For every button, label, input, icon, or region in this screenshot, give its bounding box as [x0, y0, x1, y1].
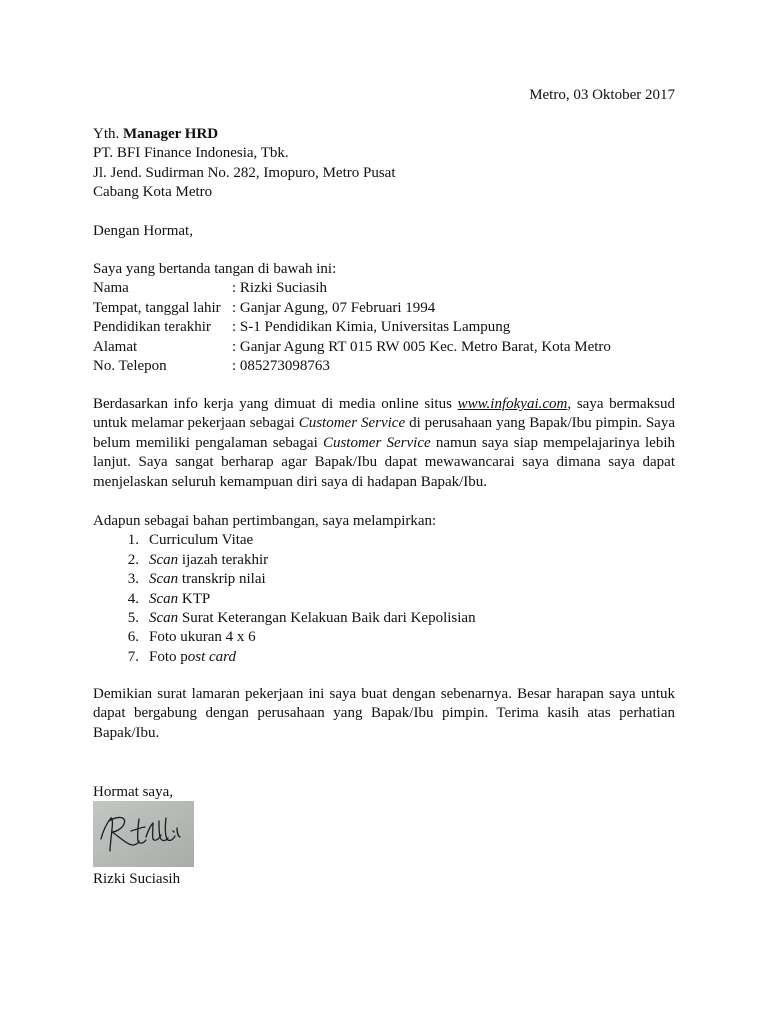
attachments-list: [93, 531, 675, 667]
recipient-title-line: [93, 125, 675, 144]
attachment-number: 1.: [127, 532, 139, 549]
info-value: : 085273098763: [232, 358, 330, 375]
position-name: Customer Service: [322, 434, 431, 451]
letter-date: Metro, 03 Oktober 2017: [529, 87, 675, 103]
attachment-number: 2.: [127, 551, 139, 568]
attachment-item: [93, 551, 675, 570]
closing-paragraph-text: Demikian surat lamaran pekerjaan ini saya buat dengan sebenarnya. Besar harapan saya untuk dapat bergabung dengan perusahaan yang Bapak/Ibu pimpin. Terima kasih atas perhatian Bapak/Ibu.: [93, 686, 675, 741]
body-text-part: namun saya siap mempelajarinya lebih lanjut. Saya sangat berharap agar Bapak/Ibu dapat mewawancarai saya dimana saya dapat menjelaskan seluruh kemampuan diri saya di hadapan Bapak/Ibu.: [93, 434, 675, 490]
attachment-item: [93, 628, 675, 647]
body-paragraph-text: [93, 395, 675, 492]
info-label: No. Telepon: [93, 358, 167, 375]
info-label: Alamat: [93, 338, 138, 355]
attachment-item: [93, 648, 675, 667]
info-label: Tempat, tanggal lahir: [93, 299, 221, 316]
website-link[interactable]: www.infokyai.com: [457, 396, 568, 412]
attachment-number: 6.: [127, 629, 139, 646]
info-value: : S-1 Pendidikan Kimia, Universitas Lampung: [232, 319, 511, 336]
info-value: : Ganjar Agung RT 015 RW 005 Kec. Metro Barat, Kota Metro: [232, 338, 611, 355]
body-text-part: Berdasarkan info kerja yang dimuat di media online situs: [93, 396, 458, 412]
recipient-title: Manager HRD: [123, 126, 219, 142]
attachment-text: Foto ukuran 4 x 6: [149, 629, 256, 646]
recipient-block: [93, 125, 675, 203]
attachment-number: 5.: [127, 610, 139, 627]
info-label: Nama: [93, 280, 129, 297]
body-text-part: , saya bermaksud untuk melamar pekerjaan sebagai: [93, 396, 675, 432]
signature-image: [93, 801, 194, 867]
valediction: Hormat saya,: [93, 784, 173, 800]
info-label: Pendidikan terakhir: [93, 319, 211, 336]
attachment-text: Scan Surat Keterangan Kelakuan Baik dari Kepolisian: [149, 610, 476, 627]
attachment-item: [93, 590, 675, 609]
attachment-text: Scan ijazah terakhir: [149, 551, 269, 568]
info-row-address: [93, 338, 675, 357]
attachments-block: [93, 512, 675, 667]
recipient-branch: Cabang Kota Metro: [93, 184, 213, 201]
info-value: : Ganjar Agung, 07 Februari 1994: [232, 299, 436, 316]
recipient-prefix: Yth.: [93, 126, 120, 142]
greeting: Dengan Hormat,: [93, 223, 193, 239]
info-row-birth: [93, 299, 675, 318]
body-paragraph: [93, 395, 675, 492]
recipient-address: Jl. Jend. Sudirman No. 282, Imopuro, Metro Pusat: [93, 164, 396, 181]
info-row-education: [93, 318, 675, 337]
attachment-number: 7.: [127, 648, 139, 665]
recipient-company: PT. BFI Finance Indonesia, Tbk.: [93, 145, 289, 162]
attachment-number: 4.: [127, 590, 139, 607]
attachment-text: Curriculum Vitae: [149, 532, 254, 549]
attachment-number: 3.: [127, 571, 139, 588]
signature-icon: [93, 801, 194, 867]
info-row-name: [93, 279, 675, 298]
attachment-item: [93, 609, 675, 628]
attachments-intro: Adapun sebagai bahan pertimbangan, saya melampirkan:: [93, 513, 437, 529]
attachment-item: [93, 531, 675, 550]
position-name: Customer Service: [298, 415, 406, 432]
attachment-text: Scan KTP: [149, 590, 211, 607]
closing-paragraph: [93, 685, 675, 743]
info-row-phone: [93, 357, 675, 376]
attachment-text: Scan transkrip nilai: [149, 571, 266, 588]
info-value: : Rizki Suciasih: [232, 280, 327, 297]
applicant-info-block: [93, 260, 675, 376]
body-text-part: di perusahaan yang Bapak/Ibu pimpin. Saya belum memiliki pengalaman sebagai: [93, 415, 675, 451]
signer-name: Rizki Suciasih: [93, 871, 181, 887]
attachment-text: Foto post card: [149, 648, 236, 665]
attachment-item: [93, 570, 675, 589]
intro-text: Saya yang bertanda tangan di bawah ini:: [93, 261, 337, 277]
